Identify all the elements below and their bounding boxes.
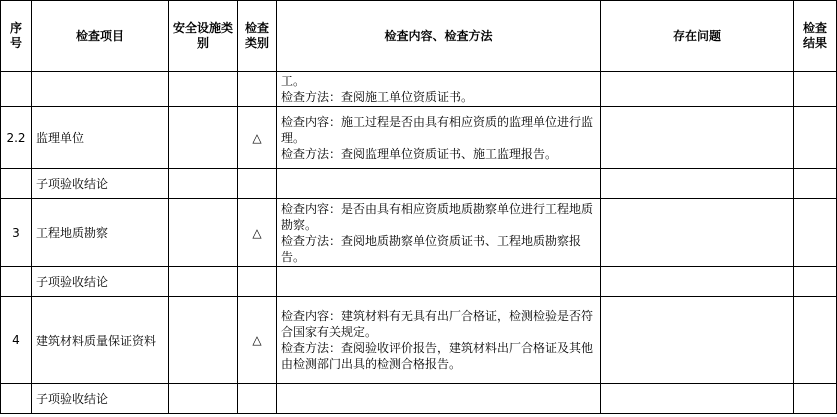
method-line: 检查方法：查阅地质勘察单位资质证书、工程地质勘察报告。 [281,233,582,264]
row-check-type [238,384,277,414]
method-line: 工。 [281,74,306,88]
row-no: 2.2 [1,107,32,169]
row-item: 建筑材料质量保证资料 [32,297,169,384]
row-safety-type [169,384,238,414]
method-line: 检查内容：施工过程是否由具有相应资质的监理单位进行监理。 [281,114,594,145]
table-row [1,297,837,384]
row-content-method [277,267,601,297]
row-check-type [238,267,277,297]
row-issues [601,72,794,107]
row-content-method [277,384,601,414]
row-issues [601,169,794,199]
header-item: 检查项目 [32,1,169,72]
row-check-type: △ [238,199,277,267]
table-row [1,72,837,107]
row-no: 4 [1,297,32,384]
header-result: 检查结果 [794,1,837,72]
row-check-type: △ [238,107,277,169]
row-result [794,107,837,169]
row-safety-type [169,267,238,297]
header-no: 序号 [1,1,32,72]
row-issues [601,199,794,267]
method-line: 检查内容：是否由具有相应资质地质勘察单位进行工程地质勘察。 [281,201,594,232]
row-content-method [277,72,601,107]
row-no [1,384,32,414]
row-item: 工程地质勘察 [32,199,169,267]
row-content-method [277,297,601,384]
row-no [1,169,32,199]
row-check-type: △ [238,297,277,384]
method-line: 检查方法：查阅施工单位资质证书。 [281,90,474,104]
row-safety-type [169,72,238,107]
header-safety-type: 安全设施类别 [169,1,238,72]
row-issues [601,384,794,414]
row-item: 子项验收结论 [32,267,169,297]
row-item: 监理单位 [32,107,169,169]
row-issues [601,297,794,384]
row-content-method [277,169,601,199]
row-item: 子项验收结论 [32,384,169,414]
row-no [1,267,32,297]
row-issues [601,107,794,169]
row-safety-type [169,297,238,384]
table-row [1,384,837,414]
row-check-type [238,72,277,107]
row-content-method [277,107,601,169]
row-content-method [277,199,601,267]
row-safety-type [169,169,238,199]
row-no: 3 [1,199,32,267]
row-item: 子项验收结论 [32,169,169,199]
row-result [794,169,837,199]
header-content-method: 检查内容、检查方法 [277,1,601,72]
row-result [794,267,837,297]
row-result [794,384,837,414]
table-row [1,267,837,297]
row-safety-type [169,107,238,169]
row-result [794,297,837,384]
header-row [1,1,837,72]
method-line: 检查内容：建筑材料有无具有出厂合格证，检测检验是否符合国家有关规定。 [281,309,594,339]
header-check-type: 检查类别 [238,1,277,72]
row-check-type [238,169,277,199]
header-issues: 存在问题 [601,1,794,72]
method-line: 检查方法：查阅验收评价报告，建筑材料出厂合格证及其他由检测部门出具的检测合格报告。 [281,341,594,371]
row-item [32,72,169,107]
row-safety-type [169,199,238,267]
method-line: 检查方法：查阅监理单位资质证书、施工监理报告。 [281,146,558,161]
row-result [794,199,837,267]
row-no [1,72,32,107]
table-row [1,107,837,169]
row-issues [601,267,794,297]
row-result [794,72,837,107]
table-row [1,169,837,199]
table-row [1,199,837,267]
